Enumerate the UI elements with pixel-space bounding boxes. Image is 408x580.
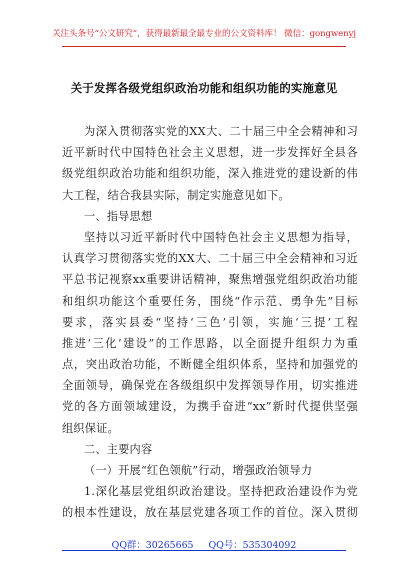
paragraph-line: 要求，落实县委“坚持‘三色’引领，实施‘三提’工程 <box>62 315 358 329</box>
document-body <box>62 121 358 524</box>
paragraph-line: 党的各方面领域建设，为携手奋进“xx”新时代提供坚强 <box>62 400 358 414</box>
section-heading: 一、指导思想 <box>84 209 153 223</box>
footer-divider <box>62 550 346 551</box>
paragraph-line: 的根本性建设，放在基层党建各项工作的首位。深入贯彻 <box>62 506 358 520</box>
footer-contact <box>0 537 408 551</box>
paragraph-line: 点，突出政治功能，不断健全组织体系，坚持和加强党的 <box>62 358 358 372</box>
paragraph-line: 推进‘三化’建设”的工作思路，以全面提升组织力为重 <box>62 336 358 350</box>
paragraph-line: 认真学习贯彻落实党的XX大、二十届三中全会精神和习近 <box>62 252 358 266</box>
paragraph-line: 和组织功能这个重要任务，围绕“作示范、勇争先”目标 <box>62 294 358 308</box>
paragraph-line: 坚持以习近平新时代中国特色社会主义思想为指导， <box>84 230 358 244</box>
header-divider <box>62 46 346 47</box>
footer-qq-number: QQ号：535304092 <box>208 540 297 551</box>
subsection-heading: （一）开展“红色领航”行动，增强政治领导力 <box>84 464 313 477</box>
paragraph-line: 为深入贯彻落实党的XX大、二十届三中全会精神和习 <box>84 125 358 138</box>
paragraph-line: 级党组织政治功能和组织功能，深入推进党的建设新的伟 <box>62 167 358 181</box>
header-banner: 关注头条号“公文研究”，获得最新最全最专业的公文资料库！ 微信：gongwenyj <box>52 29 356 39</box>
paragraph-line: 组织保证。 <box>62 421 119 435</box>
paragraph-line: 平总书记视察xx重要讲话精神，聚焦增强党组织政治功能 <box>62 273 358 287</box>
paragraph-line: 1.深化基层党组织政治建设。坚持把政治建设作为党 <box>84 485 358 499</box>
paragraph-line: 全面领导，确保党在各级组织中发挥领导作用，切实推进 <box>62 379 358 393</box>
paragraph-line: 大工程，结合我县实际，制定实施意见如下。 <box>62 188 290 202</box>
paragraph-line: 近平新时代中国特色社会主义思想，进一步发挥好全县各 <box>62 146 358 160</box>
document-title: 关于发挥各级党组织政治功能和组织功能的实施意见 <box>70 81 338 95</box>
section-heading: 二、主要内容 <box>84 442 153 456</box>
footer-qq-group: QQ群：30265665 <box>111 540 194 551</box>
